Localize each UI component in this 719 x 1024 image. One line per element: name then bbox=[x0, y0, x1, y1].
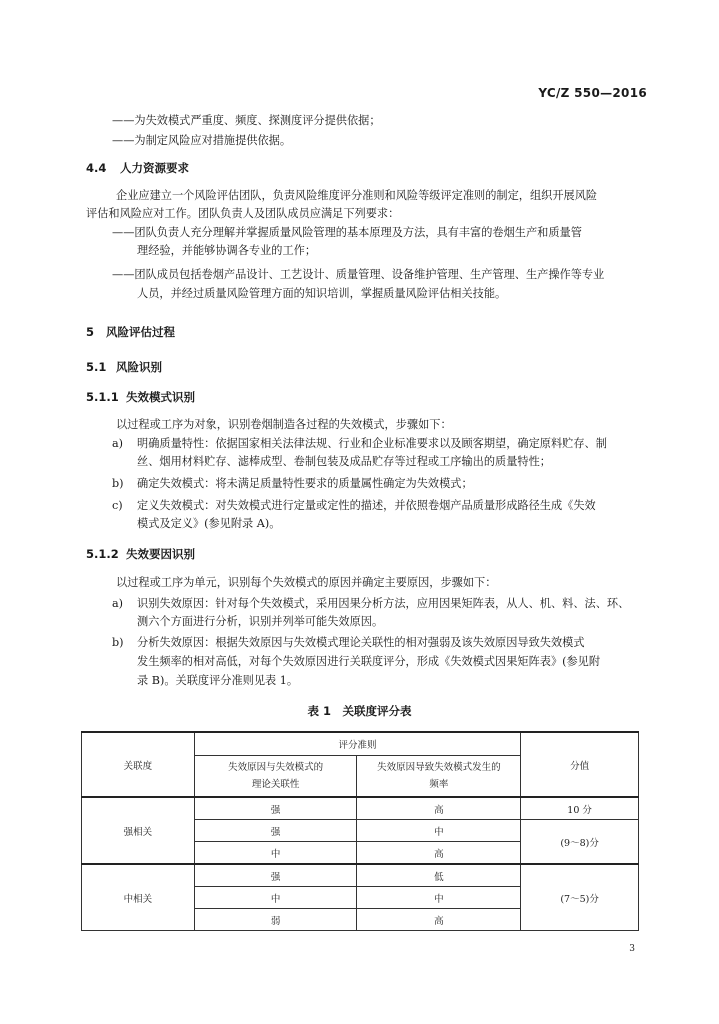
cell-frequency: 低 bbox=[357, 864, 521, 887]
standard-number: YC/Z 550—2016 bbox=[538, 86, 647, 100]
cell-frequency: 中 bbox=[357, 887, 521, 909]
header-cell-relevance: 关联度 bbox=[82, 732, 195, 797]
list-item-continuation: 丝、烟用材料贮存、滤棒成型、卷制包装及成品贮存等过程或工序输出的质量特性； bbox=[137, 455, 551, 468]
list-label: c) bbox=[112, 499, 123, 512]
list-item: 明确质量特性：依据国家相关法律法规、行业和企业标准要求以及顾客期望，确定原料贮存、制 bbox=[137, 437, 607, 450]
section-number: 5 bbox=[86, 325, 95, 339]
header-cell-frequency bbox=[357, 756, 521, 798]
section-title: 失效要因识别 bbox=[126, 547, 195, 561]
list-label: b) bbox=[112, 477, 124, 490]
cell-score: 10 分 bbox=[521, 797, 639, 820]
list-item: 定义失效模式：对失效模式进行定量或定性的描述，并依照卷烟产品质量形成路径生成《失效 bbox=[137, 499, 596, 512]
cell-frequency: 高 bbox=[357, 842, 521, 865]
table-caption: 表 1 关联度评分表 bbox=[307, 704, 412, 718]
list-item: ——团队负责人充分理解并掌握质量风险管理的基本原理及方法，具有丰富的卷烟生产和质量管 bbox=[112, 226, 582, 239]
cell-theory: 中 bbox=[194, 887, 357, 909]
table-row bbox=[82, 797, 639, 820]
paragraph-line: 企业应建立一个风险评估团队，负责风险维度评分准则和风险等级评定准则的制定，组织开展风险 bbox=[116, 189, 598, 202]
list-item: 识别失效原因：针对每个失效模式，采用因果分析方法，应用因果矩阵表，从人、机、料、法、环、 bbox=[137, 597, 630, 610]
section-heading-5-1-1 bbox=[86, 389, 195, 405]
header-line: 失效原因与失效模式的 bbox=[228, 762, 324, 773]
list-label: b) bbox=[112, 636, 124, 649]
section-number: 4.4 bbox=[86, 161, 107, 175]
paragraph-line: 评估和风险应对工作。团队负责人及团队成员应满足下列要求： bbox=[86, 207, 400, 220]
cell-level: 中相关 bbox=[82, 864, 195, 931]
section-title: 失效模式识别 bbox=[126, 390, 195, 404]
list-item: 确定失效模式：将未满足质量特性要求的质量属性确定为失效模式； bbox=[137, 477, 473, 490]
header-cell-score: 分值 bbox=[521, 732, 639, 797]
section-heading-5-1-2 bbox=[86, 546, 195, 562]
list-label: a) bbox=[112, 597, 124, 610]
cell-frequency: 高 bbox=[357, 909, 521, 931]
cell-theory: 强 bbox=[194, 797, 357, 820]
list-item-continuation: 录 B)。关联度评分准则见表 1。 bbox=[137, 674, 299, 687]
list-item: ——为制定风险应对措施提供依据。 bbox=[112, 134, 292, 147]
section-number: 5.1 bbox=[86, 360, 107, 374]
list-item-continuation: 人员，并经过质量风险管理方面的知识培训，掌握质量风险评估相关技能。 bbox=[137, 287, 507, 300]
section-heading-4-4 bbox=[86, 160, 189, 176]
cell-score: (7～5)分 bbox=[521, 864, 639, 931]
cell-theory: 强 bbox=[194, 864, 357, 887]
list-label: a) bbox=[112, 437, 124, 450]
paragraph-line: 以过程或工序为单元，识别每个失效模式的原因并确定主要原因，步骤如下： bbox=[116, 576, 497, 589]
section-title: 风险识别 bbox=[116, 360, 162, 374]
list-item: ——团队成员包括卷烟产品设计、工艺设计、质量管理、设备维护管理、生产管理、生产操作等专业 bbox=[112, 268, 605, 281]
list-item: ——为失效模式严重度、频度、探测度评分提供依据； bbox=[112, 114, 381, 127]
cell-frequency: 中 bbox=[357, 820, 521, 842]
list-item-continuation: 理经验，并能够协调各专业的工作； bbox=[137, 244, 317, 257]
header-cell-theory bbox=[194, 756, 357, 798]
cell-theory: 弱 bbox=[194, 909, 357, 931]
section-title: 人力资源要求 bbox=[120, 161, 189, 175]
section-heading-5 bbox=[86, 324, 175, 340]
header-line: 理论关联性 bbox=[251, 779, 300, 790]
paragraph-line: 以过程或工序为对象，识别卷烟制造各过程的失效模式，步骤如下： bbox=[116, 418, 452, 431]
cell-level: 强相关 bbox=[82, 797, 195, 864]
list-item: 分析失效原因：根据失效原因与失效模式理论关联性的相对强弱及该失效原因导致失效模式 bbox=[137, 636, 585, 649]
section-heading-5-1 bbox=[86, 359, 162, 375]
table-row bbox=[82, 864, 639, 887]
cell-theory: 强 bbox=[194, 820, 357, 842]
header-line: 频率 bbox=[429, 779, 449, 790]
relevance-score-table bbox=[81, 731, 639, 931]
list-item-continuation: 发生频率的相对高低，对每个失效原因进行关联度评分，形成《失效模式因果矩阵表》(参见附 bbox=[137, 655, 601, 668]
header-line: 失效原因导致失效模式发生的 bbox=[377, 762, 501, 773]
section-number: 5.1.2 bbox=[86, 547, 119, 561]
section-title: 风险评估过程 bbox=[106, 325, 175, 339]
list-item-continuation: 模式及定义》(参见附录 A)。 bbox=[137, 517, 281, 530]
cell-theory: 中 bbox=[194, 842, 357, 865]
cell-frequency: 高 bbox=[357, 797, 521, 820]
cell-score: (9～8)分 bbox=[521, 820, 639, 865]
list-item-continuation: 测六个方面进行分析，识别并列举可能失效原因。 bbox=[137, 615, 384, 628]
header-cell-criteria: 评分准则 bbox=[194, 732, 520, 756]
page-number: 3 bbox=[629, 944, 635, 954]
section-number: 5.1.1 bbox=[86, 390, 119, 404]
